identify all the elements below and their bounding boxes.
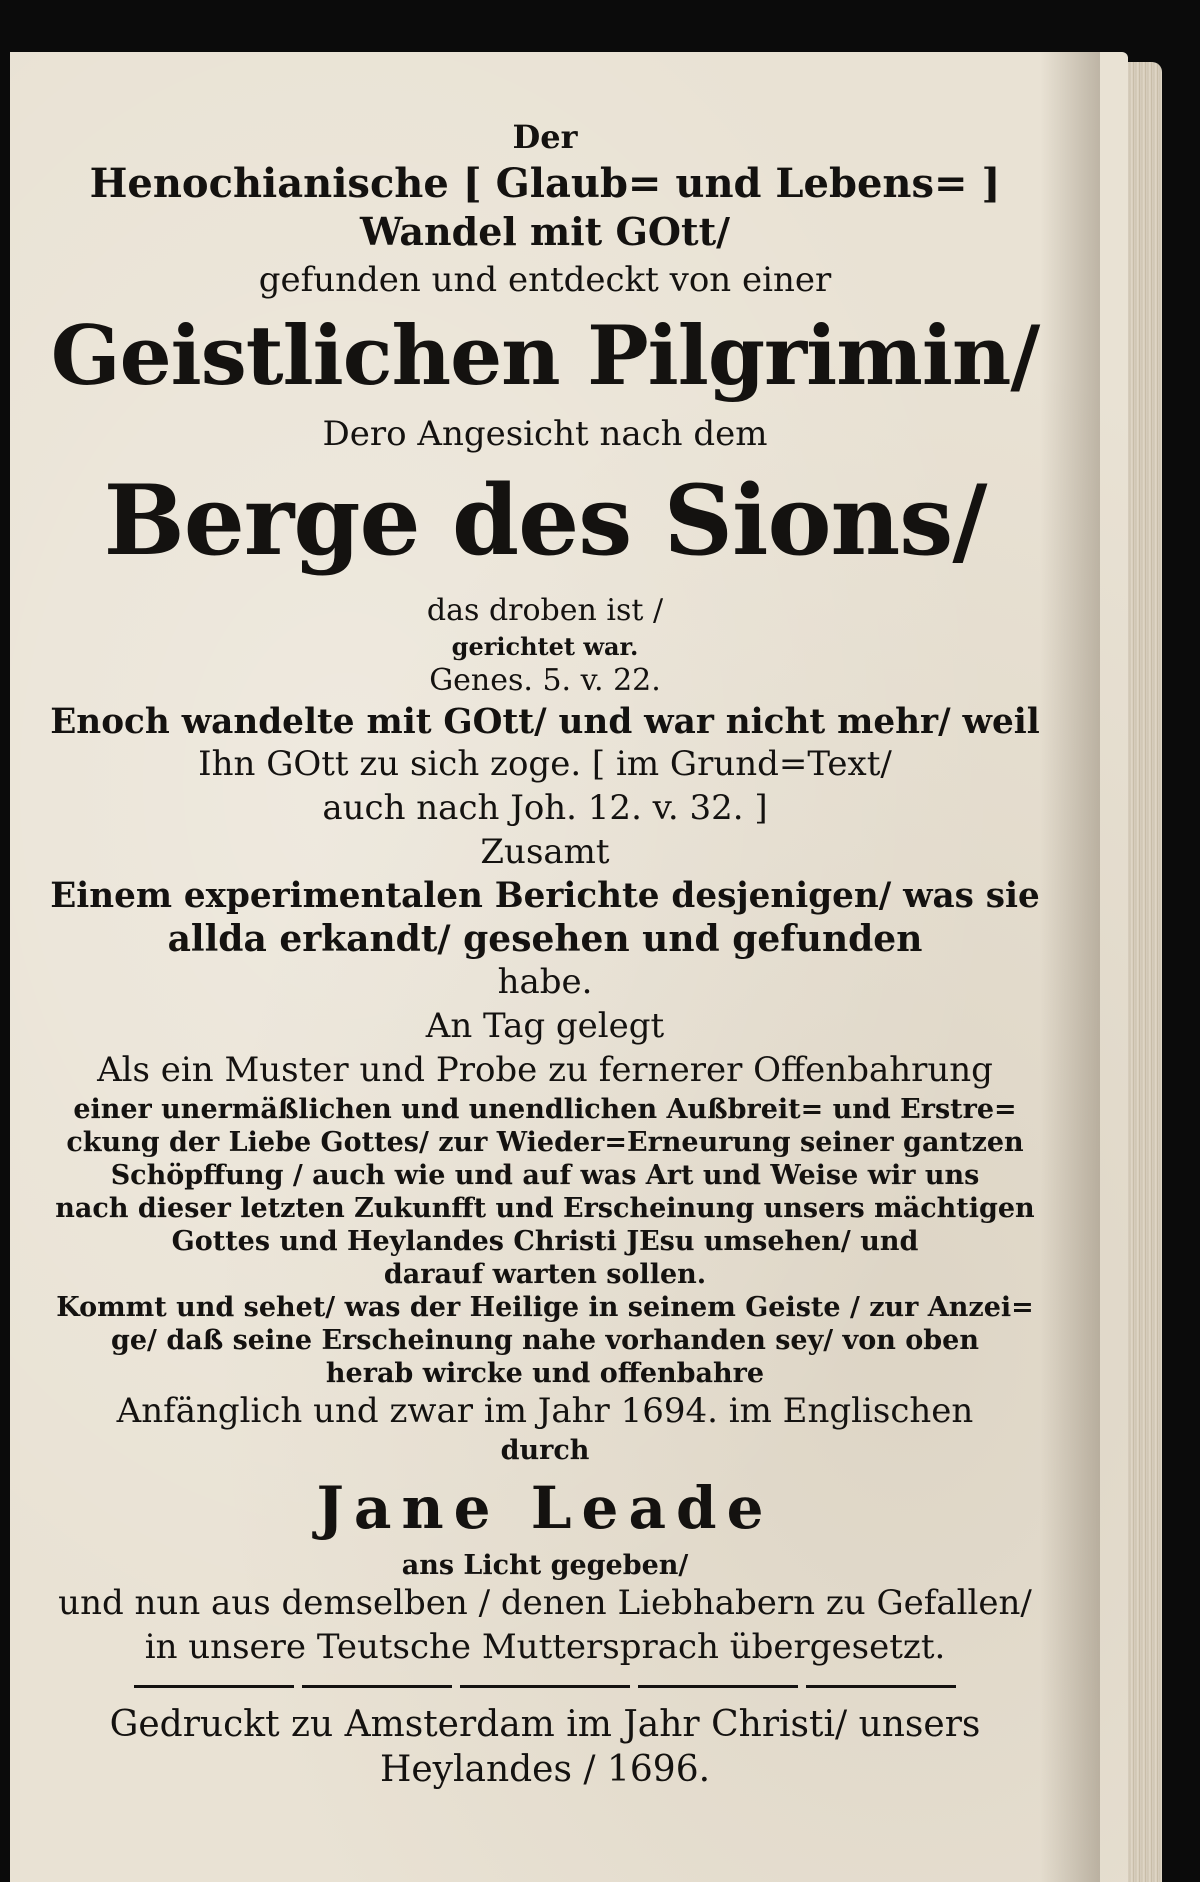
title-line-der: Der	[512, 118, 578, 156]
title-line-gefunden: gefunden und entdeckt von einer	[258, 260, 832, 300]
title-line-darauf: darauf warten sollen.	[383, 1259, 707, 1290]
rule-segment	[638, 1685, 798, 1688]
imprint-line-heylandes: Heylandes / 1696.	[379, 1749, 711, 1790]
title-line-genes: Genes. 5. v. 22.	[429, 663, 661, 698]
title-line-allda: allda erkandt/ gesehen und gefunden	[167, 918, 923, 960]
title-page-text	[40, 118, 1050, 1794]
title-line-enoch: Enoch wandelte mit GOtt/ und war nicht mehr/ weil	[50, 702, 1040, 742]
title-line-das-droben: das droben ist /	[426, 593, 664, 628]
title-line-als-ein: Als ein Muster und Probe zu fernerer Offenbahrung	[97, 1050, 993, 1090]
author-name: Jane Leade	[316, 1474, 774, 1542]
title-line-ihn-gott: Ihn GOtt zu sich zoge. [ im Grund=Text/	[198, 744, 892, 784]
title-line-dero: Dero Angesicht nach dem	[322, 414, 768, 454]
title-line-ge: ge/ daß seine Erscheinung nahe vorhanden sey/ von oben	[111, 1325, 979, 1356]
title-line-ckung: ckung der Liebe Gottes/ zur Wieder=Erneurung seiner gantzen	[66, 1127, 1024, 1158]
title-line-henochianische: Henochianische [ Glaub= und Lebens= ]	[89, 160, 1001, 207]
rule-segment	[134, 1685, 294, 1688]
title-line-auch-nach: auch nach Joh. 12. v. 32. ]	[322, 788, 768, 828]
title-line-an-tag: An Tag gelegt	[425, 1006, 665, 1046]
rule-segment	[806, 1685, 956, 1688]
title-line-herab: herab wircke und offenbahre	[325, 1358, 765, 1389]
title-line-berge: Berge des Sions/	[103, 464, 987, 577]
rule-segment	[460, 1685, 630, 1688]
title-line-habe: habe.	[497, 962, 593, 1002]
imprint-line-gedruckt: Gedruckt zu Amsterdam im Jahr Christi/ unsers	[109, 1704, 981, 1745]
title-line-einem: Einem experimentalen Berichte desjenigen/ was sie	[50, 876, 1040, 916]
title-line-und-nun: und nun aus demselben / denen Liebhabern zu Gefallen/	[58, 1583, 1032, 1623]
title-line-in-unsere: in unsere Teutsche Muttersprach übergesetzt.	[144, 1627, 946, 1667]
title-line-ans-licht: ans Licht gegeben/	[401, 1550, 689, 1581]
decorative-rule	[40, 1685, 1050, 1688]
title-line-wandel: Wandel mit GOtt/	[360, 209, 730, 254]
title-line-zusamt: Zusamt	[480, 832, 610, 872]
title-line-schoepffung: Schöpffung / auch wie und auf was Art und Weise wir uns	[110, 1160, 980, 1191]
title-line-gottes: Gottes und Heylandes Christi JEsu umsehen/ und	[171, 1226, 919, 1257]
title-line-gerichtet: gerichtet war.	[451, 632, 639, 661]
title-line-einer: einer unermäßlichen und unendlichen Außbreit= und Erstre=	[73, 1094, 1017, 1125]
title-line-nach-dieser: nach dieser letzten Zukunfft und Erscheinung unsers mächtigen	[55, 1193, 1035, 1224]
title-line-kommt: Kommt und sehet/ was der Heilige in seinem Geiste / zur Anzei=	[56, 1292, 1034, 1323]
title-line-anfaenglich: Anfänglich und zwar im Jahr 1694. im Englischen	[116, 1391, 974, 1431]
title-line-geistlichen: Geistlichen Pilgrimin/	[50, 308, 1040, 404]
title-line-durch: durch	[500, 1435, 590, 1466]
rule-segment	[302, 1685, 452, 1688]
